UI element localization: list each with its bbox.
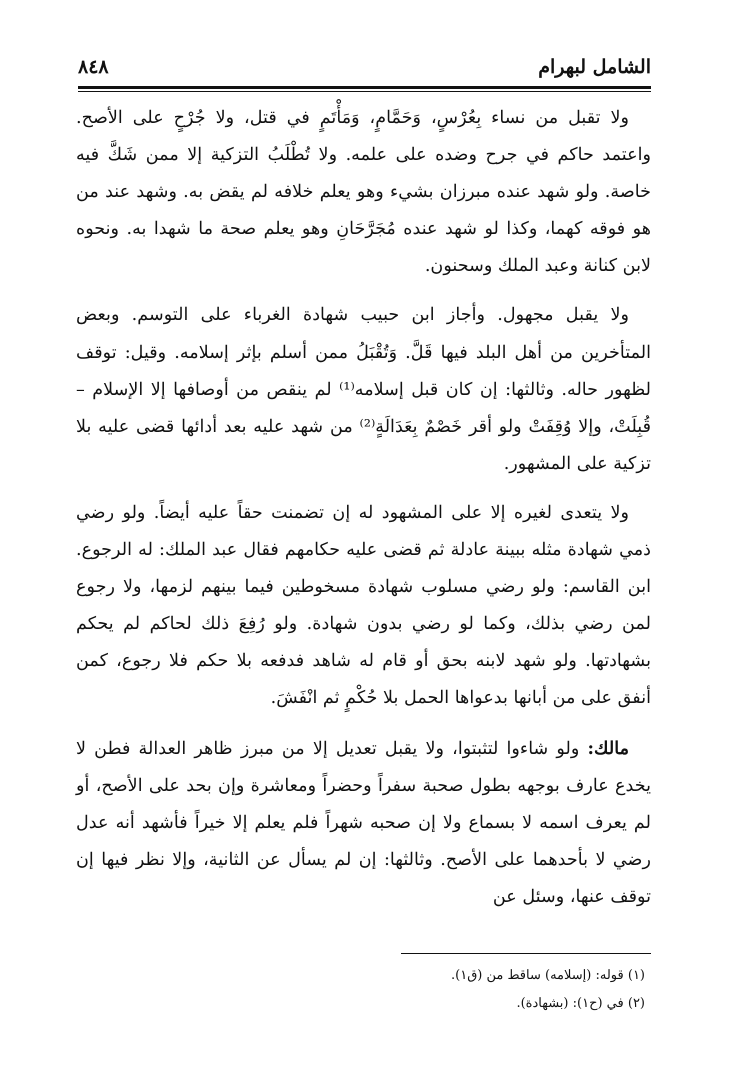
header-rule-thin <box>78 91 651 92</box>
header-rule <box>78 86 651 89</box>
page-number: ٨٤٨ <box>78 56 109 78</box>
paragraph-2: ولا يقبل مجهول. وأجاز ابن حبيب شهادة الغرباء على التوسم. وبعض المتأخرين من أهل البلد فيها قَلَّ. وَتُقْبَلُ ممن أسلم بإثر إسلامه. وقيل: توقف لظهور حاله. وثالثها: إن كان قبل إسلامه⁽¹⁾ لم ينقص من أوصافها إلا الإسلام – قُبِلَتْ، وإلا وُقِفَتْ ولو أقر خَصْمٌ بِعَدَالَةٍ⁽²⁾ من شهد عليه بعد أدائها قضى عليه بلا تزكية على المشهور. <box>76 305 651 474</box>
footnote-2: (٢) في (ح١): (بشهادة). <box>516 996 645 1011</box>
paragraph-4-label: مالك: <box>587 737 629 759</box>
footnote-separator <box>401 953 651 954</box>
footnotes <box>78 962 651 1018</box>
paragraph-3: ولا يتعدى لغيره إلا على المشهود له إن تضمنت حقاً عليه أيضاً. ولو رضي ذمي شهادة مثله ببينة عادلة ثم قضى عليه حكامهم فقال عبد الملك: له الرجوع. ابن القاسم: ولو رضي مسلوب شهادة مسخوطين فيما بينهم لزمها، ولا رجوع لمن رضي بذلك، وكما لو رضي بدون شهادة. ولو رُفِعَ ذلك لحاكم لم يحكم بشهادتها. ولو شهد لابنه بحق أو قام له شاهد فدفعه بلا حكم فلا رجوع، كمن أنفق على من أبانها بدعواها الحمل بلا حُكْمٍ ثم انْفَشَ. <box>76 502 651 709</box>
paragraph-4-text: ولو شاءوا لتثبتوا، ولا يقبل تعديل إلا من مبرز ظاهر العدالة فطن لا يخدع عارف بوجهه بطول صحبة سفراً وحضراً ومعاشرة وإن بحد على الأصح، أو لم يعرف اسمه لا بسماع ولا إن صحبه شهراً فلم يعلم إلا خيراً فأشهد أنه عدل رضي لا بأحدهما على الأصح. وثالثها: إن لم يسأل عن الثانية، وإلا نظر فيها إن توقف عنها، وسئل عن <box>76 738 651 907</box>
footnote-1: (١) قوله: (إسلامه) ساقط من (ق١). <box>450 968 645 983</box>
main-text <box>76 100 651 928</box>
running-header <box>78 52 651 88</box>
book-title: الشامل لبهرام <box>538 56 651 78</box>
paragraph-4 <box>76 730 651 916</box>
paragraph-1: ولا تقبل من نساء بِعُرْسٍ، وَحَمَّامٍ، وَمَأْتَمٍ في قتل، ولا جُرْحٍ على الأصح. واعتمد حاكم في جرح وضده على علمه. ولا تُطْلَبُ التزكية إلا ممن شَكَّ فيه خاصة. ولو شهد عنده مبرزان بشيء وهو يعلم خلافه لم يقض به. وشهد عند من هو فوقه كهما، وكذا لو شهد عنده مُجَرَّحَانِ وهو يعلم صحة ما شهدا به. ونحوه لابن كنانة وعبد الملك وسحنون. <box>76 108 651 277</box>
